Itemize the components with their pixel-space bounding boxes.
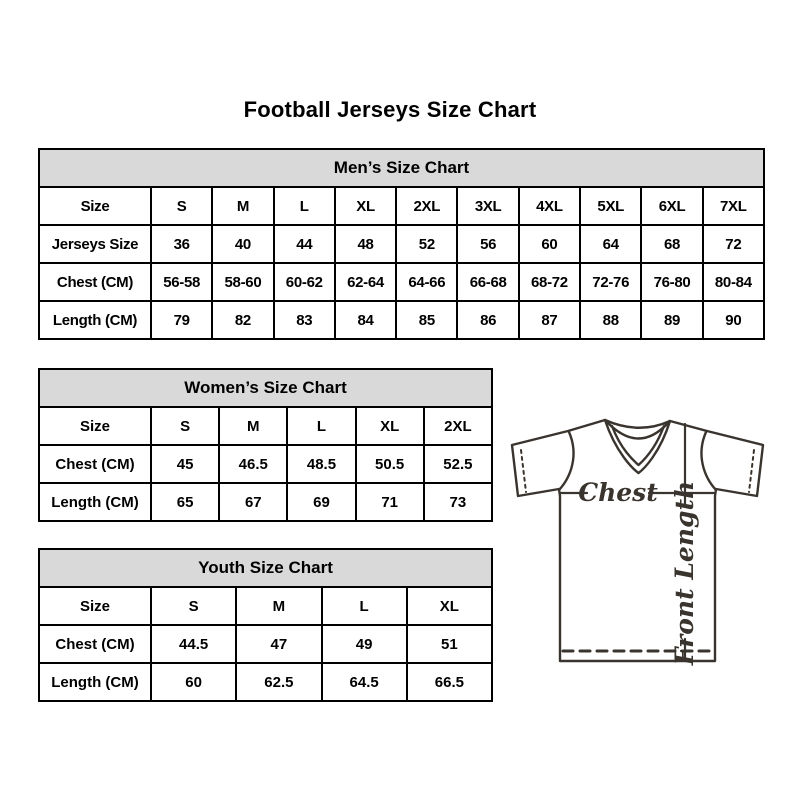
value-cell: 89 [641, 301, 702, 339]
value-cell: 73 [424, 483, 492, 521]
table-row [39, 445, 492, 483]
jersey-measurement-diagram [495, 393, 795, 693]
value-cell: 83 [274, 301, 335, 339]
value-cell: 58-60 [212, 263, 273, 301]
value-cell: 66-68 [457, 263, 518, 301]
value-cell: 62.5 [236, 663, 321, 701]
value-cell: 49 [322, 625, 407, 663]
table-header-row [39, 549, 492, 587]
row-label-cell: Size [39, 587, 151, 625]
value-cell: L [274, 187, 335, 225]
value-cell: 60-62 [274, 263, 335, 301]
right-armhole-seam [701, 432, 716, 490]
value-cell: XL [356, 407, 424, 445]
value-cell: 51 [407, 625, 492, 663]
value-cell: 62-64 [335, 263, 396, 301]
table-row [39, 187, 764, 225]
value-cell: M [212, 187, 273, 225]
row-label-cell: Length (CM) [39, 663, 151, 701]
left-cuff-dashed-line [521, 450, 526, 492]
value-cell: 44 [274, 225, 335, 263]
value-cell: 36 [151, 225, 212, 263]
row-label-cell: Chest (CM) [39, 625, 151, 663]
table-title: Youth Size Chart [39, 549, 492, 587]
value-cell: 69 [287, 483, 355, 521]
value-cell: L [322, 587, 407, 625]
value-cell: 48.5 [287, 445, 355, 483]
page-title: Football Jerseys Size Chart [243, 97, 537, 122]
value-cell: 50.5 [356, 445, 424, 483]
left-armhole-seam [559, 432, 574, 490]
table-row [39, 587, 492, 625]
value-cell: L [287, 407, 355, 445]
value-cell: S [151, 187, 212, 225]
right-cuff-dashed-line [749, 450, 754, 492]
collar-top-arc [605, 420, 670, 428]
value-cell: 4XL [519, 187, 580, 225]
jersey-diagram-svg [495, 393, 795, 693]
value-cell: 3XL [457, 187, 518, 225]
row-label-cell: Size [39, 407, 151, 445]
value-cell: 85 [396, 301, 457, 339]
value-cell: 88 [580, 301, 641, 339]
value-cell: 71 [356, 483, 424, 521]
table-row [39, 663, 492, 701]
value-cell: 52 [396, 225, 457, 263]
chest-label: Chest [578, 478, 658, 507]
value-cell: 52.5 [424, 445, 492, 483]
value-cell: M [219, 407, 287, 445]
row-label-cell: Length (CM) [39, 483, 151, 521]
value-cell: 67 [219, 483, 287, 521]
value-cell: 2XL [396, 187, 457, 225]
row-label-cell: Length (CM) [39, 301, 151, 339]
table-row [39, 301, 764, 339]
value-cell: 72 [703, 225, 764, 263]
table-row [39, 407, 492, 445]
value-cell: 7XL [703, 187, 764, 225]
value-cell: 82 [212, 301, 273, 339]
table-header-row [39, 369, 492, 407]
value-cell: 76-80 [641, 263, 702, 301]
table-title: Men’s Size Chart [39, 149, 764, 187]
value-cell: 56 [457, 225, 518, 263]
youth-size-table [38, 548, 493, 702]
table-row [39, 225, 764, 263]
value-cell: 45 [151, 445, 219, 483]
value-cell: 2XL [424, 407, 492, 445]
value-cell: 66.5 [407, 663, 492, 701]
value-cell: 64.5 [322, 663, 407, 701]
value-cell: 5XL [580, 187, 641, 225]
value-cell: 6XL [641, 187, 702, 225]
table-row [39, 263, 764, 301]
value-cell: 46.5 [219, 445, 287, 483]
front-length-label: Front Length [670, 480, 699, 666]
value-cell: 87 [519, 301, 580, 339]
womens-size-table [38, 368, 493, 522]
value-cell: 64-66 [396, 263, 457, 301]
row-label-cell: Chest (CM) [39, 445, 151, 483]
value-cell: 56-58 [151, 263, 212, 301]
value-cell: 60 [151, 663, 236, 701]
table-header-row [39, 149, 764, 187]
value-cell: M [236, 587, 321, 625]
value-cell: 72-76 [580, 263, 641, 301]
row-label-cell: Size [39, 187, 151, 225]
value-cell: S [151, 407, 219, 445]
value-cell: 68-72 [519, 263, 580, 301]
value-cell: 80-84 [703, 263, 764, 301]
table-row [39, 625, 492, 663]
value-cell: 86 [457, 301, 518, 339]
value-cell: XL [407, 587, 492, 625]
table-title: Women’s Size Chart [39, 369, 492, 407]
table-row [39, 483, 492, 521]
value-cell: 47 [236, 625, 321, 663]
value-cell: 44.5 [151, 625, 236, 663]
row-label-cell: Jerseys Size [39, 225, 151, 263]
value-cell: 90 [703, 301, 764, 339]
value-cell: 40 [212, 225, 273, 263]
jersey-outline [512, 420, 763, 661]
value-cell: 60 [519, 225, 580, 263]
value-cell: 64 [580, 225, 641, 263]
value-cell: XL [335, 187, 396, 225]
value-cell: 84 [335, 301, 396, 339]
value-cell: 65 [151, 483, 219, 521]
value-cell: 48 [335, 225, 396, 263]
value-cell: 68 [641, 225, 702, 263]
row-label-cell: Chest (CM) [39, 263, 151, 301]
mens-size-table [38, 148, 765, 340]
value-cell: S [151, 587, 236, 625]
value-cell: 79 [151, 301, 212, 339]
